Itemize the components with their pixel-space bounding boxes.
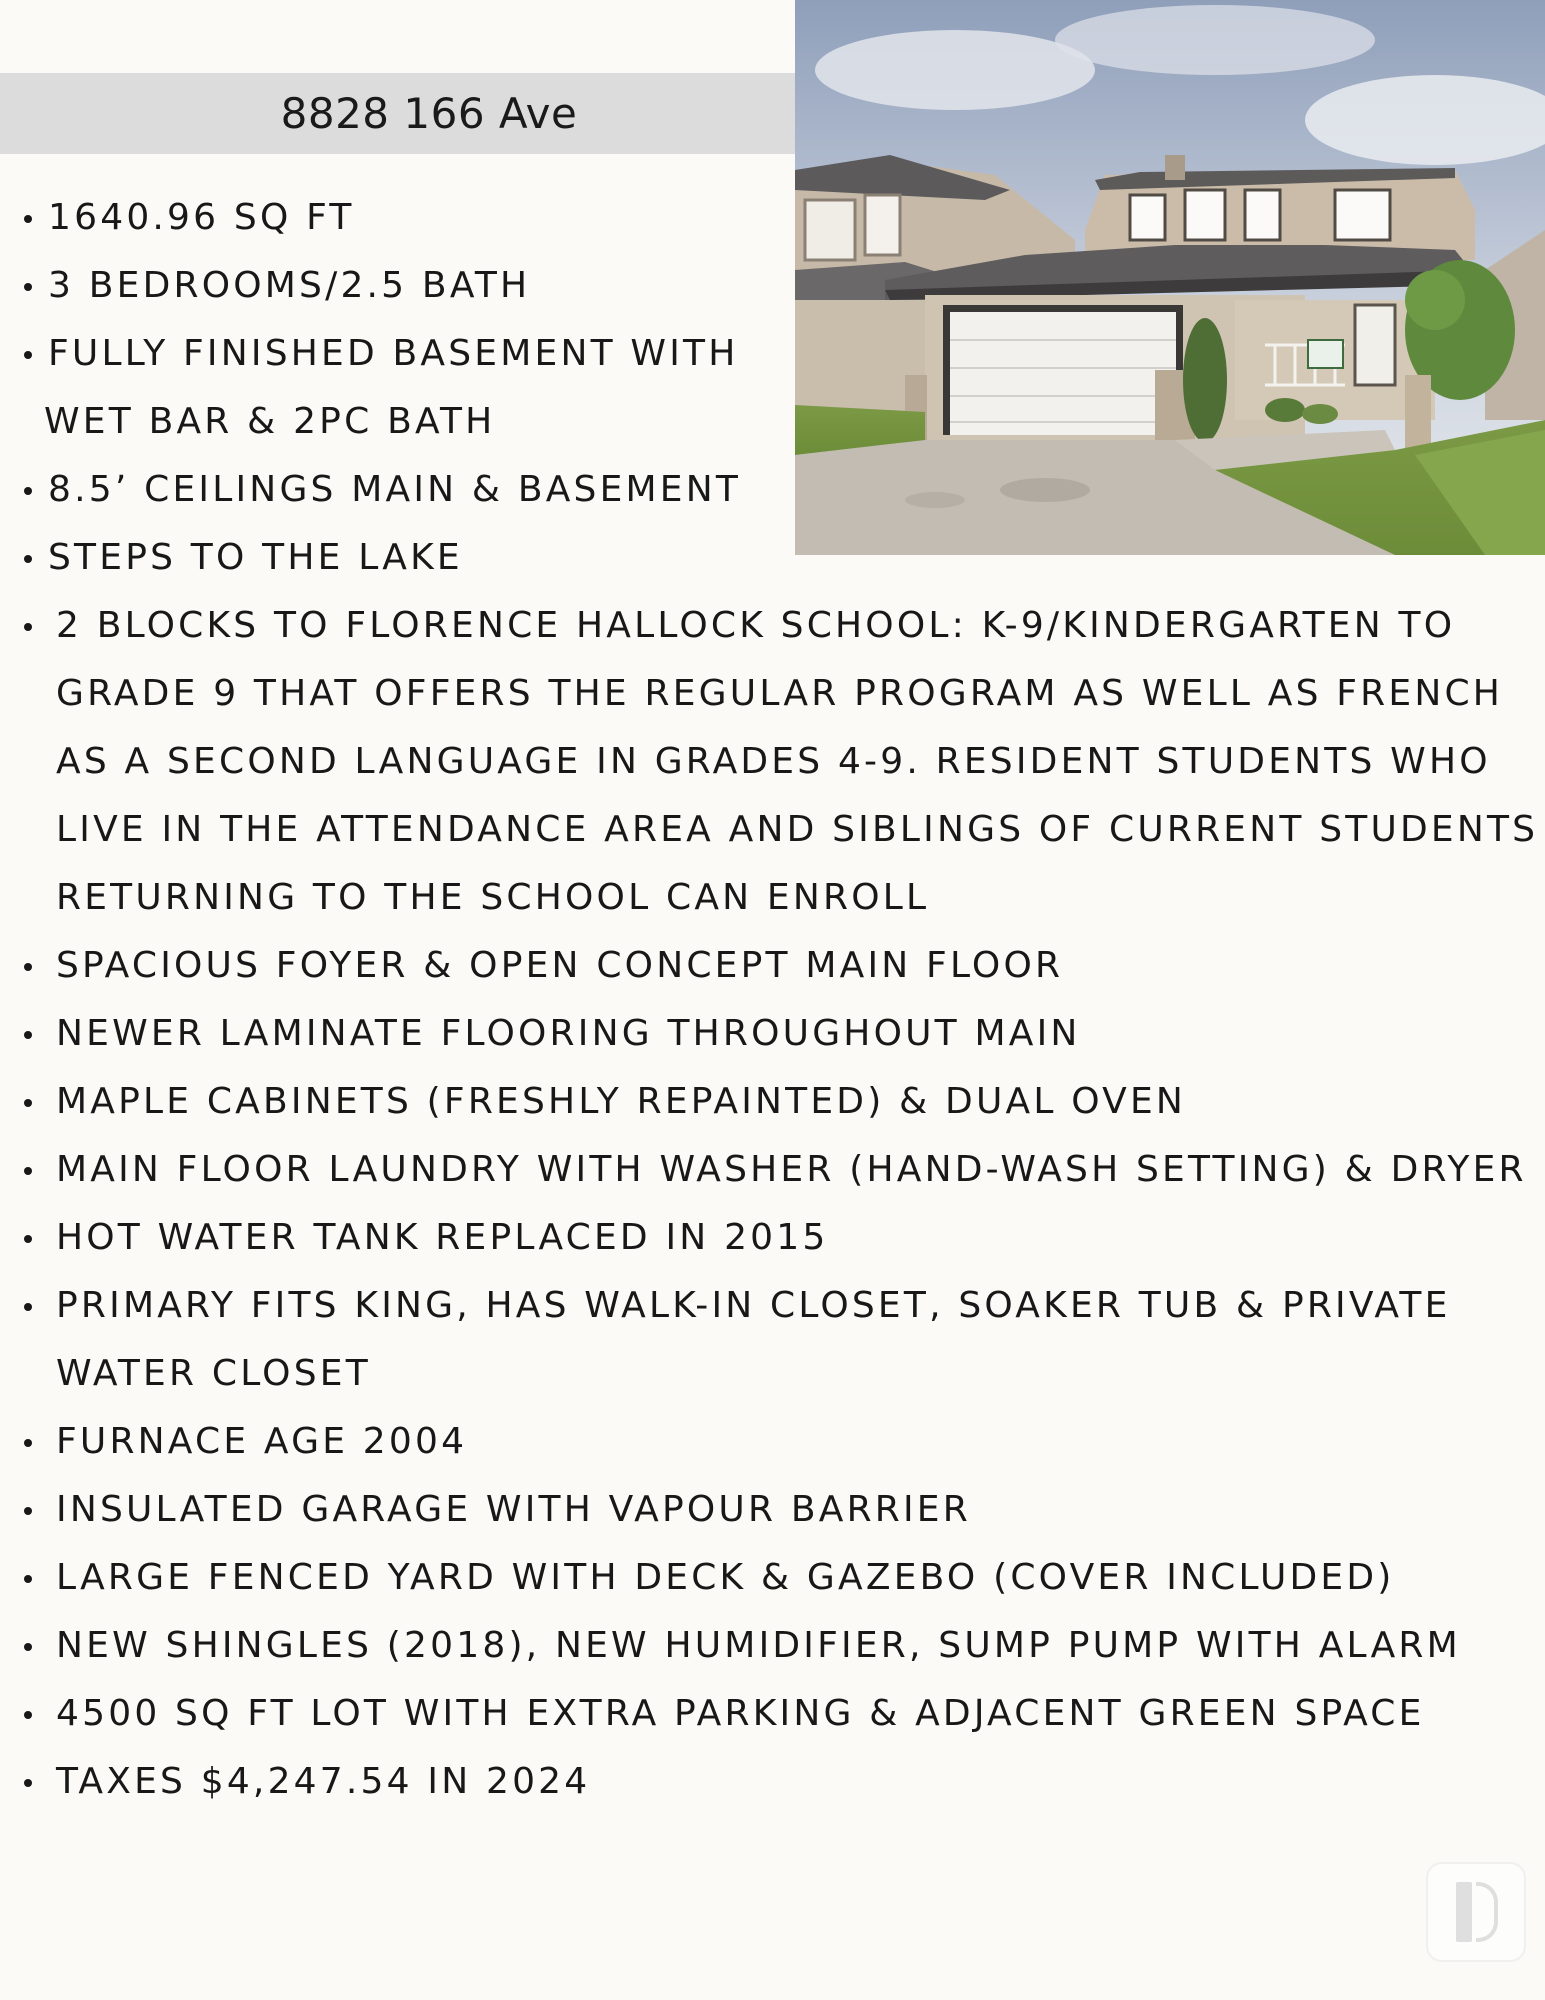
list-item	[0, 320, 778, 456]
list-item-continuation: WET BAR & 2PC BATH	[44, 401, 496, 442]
list-item: SPACIOUS FOYER & OPEN CONCEPT MAIN FLOOR	[0, 932, 1545, 1000]
list-item: MAPLE CABINETS (FRESHLY REPAINTED) & DUAL OVEN	[0, 1068, 1545, 1136]
list-item: PRIMARY FITS KING, HAS WALK-IN CLOSET, SOAKER TUB & PRIVATE WATER CLOSET	[0, 1272, 1545, 1408]
brokerage-logo-watermark	[1428, 1864, 1524, 1960]
list-item: FURNACE AGE 2004	[0, 1408, 1545, 1476]
logo-curve-shape	[1476, 1882, 1498, 1942]
list-item: MAIN FLOOR LAUNDRY WITH WASHER (HAND-WASH SETTING) & DRYER	[0, 1136, 1545, 1204]
feature-list	[0, 184, 1545, 1816]
list-item: STEPS TO THE LAKE	[0, 524, 778, 592]
list-item: 1640.96 SQ FT	[0, 184, 778, 252]
list-item: INSULATED GARAGE WITH VAPOUR BARRIER	[0, 1476, 1545, 1544]
list-item: 2 BLOCKS TO FLORENCE HALLOCK SCHOOL: K-9/KINDERGARTEN TO GRADE 9 THAT OFFERS THE REGULAR PROGRAM AS WELL AS FRENCH AS A SECOND LANGUAGE IN GRADES 4-9. RESIDENT STUDENTS WHO LIVE IN THE ATTENDANCE AREA AND SIBLINGS OF CURRENT STUDENTS RETURNING TO THE SCHOOL CAN ENROLL	[0, 592, 1545, 932]
list-item: NEWER LAMINATE FLOORING THROUGHOUT MAIN	[0, 1000, 1545, 1068]
list-item: 8.5’ CEILINGS MAIN & BASEMENT	[0, 456, 778, 524]
list-item: HOT WATER TANK REPLACED IN 2015	[0, 1204, 1545, 1272]
list-item: LARGE FENCED YARD WITH DECK & GAZEBO (COVER INCLUDED)	[0, 1544, 1545, 1612]
logo-bar-shape	[1456, 1882, 1472, 1942]
list-item: 3 BEDROOMS/2.5 BATH	[0, 252, 778, 320]
page-title: 8828 166 Ave	[280, 89, 578, 138]
list-item: 4500 SQ FT LOT WITH EXTRA PARKING & ADJACENT GREEN SPACE	[0, 1680, 1545, 1748]
list-item: NEW SHINGLES (2018), NEW HUMIDIFIER, SUMP PUMP WITH ALARM	[0, 1612, 1545, 1680]
list-item: TAXES $4,247.54 IN 2024	[0, 1748, 1545, 1816]
list-item-text: FULLY FINISHED BASEMENT WITH	[48, 333, 739, 374]
